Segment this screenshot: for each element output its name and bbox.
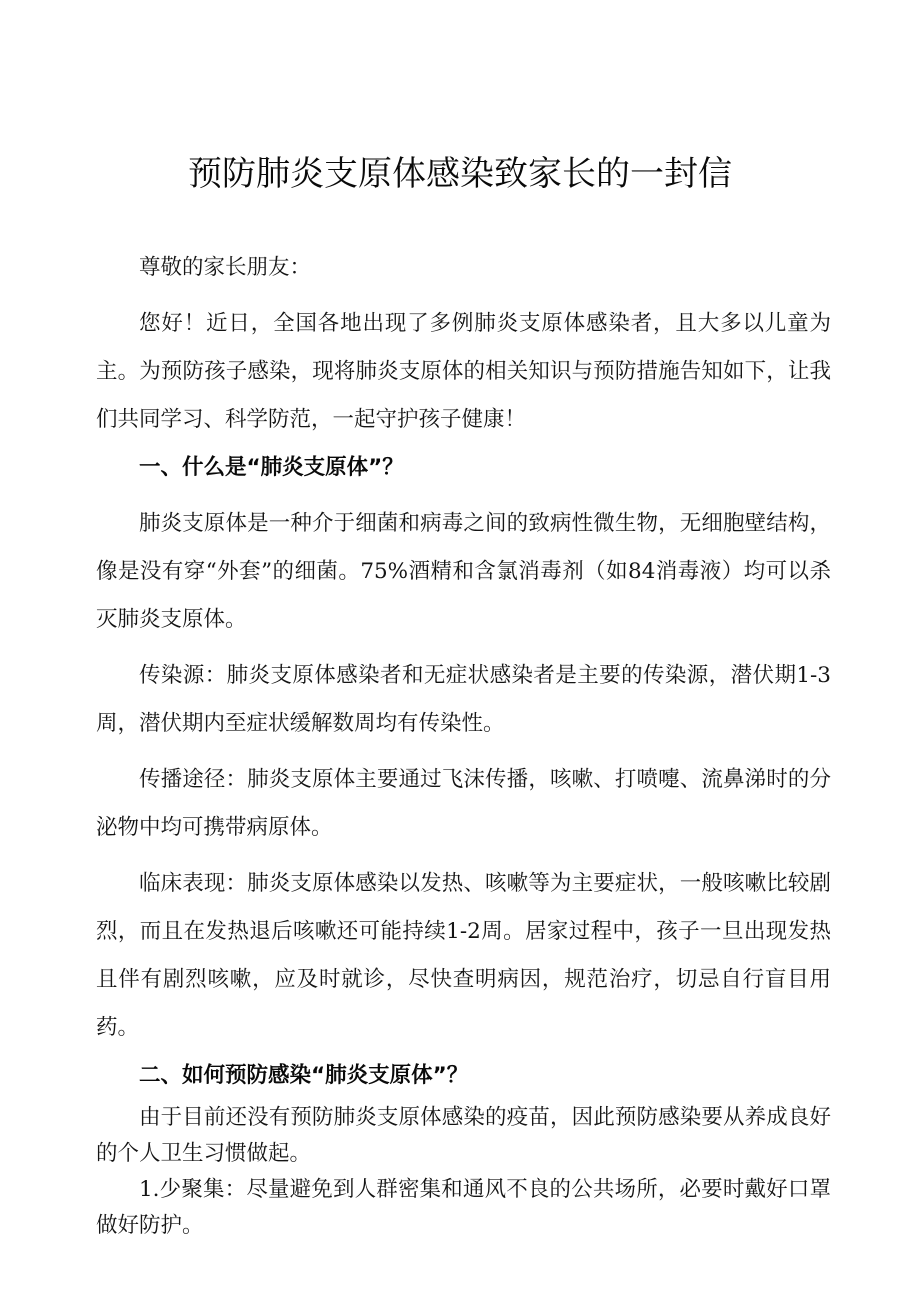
- section2-intro-paragraph: 由于目前还没有预防肺炎支原体感染的疫苗，因此预防感染要从养成良好的个人卫生习惯做起。: [96, 1105, 831, 1166]
- section1-heading: 一、什么是“肺炎支原体”？: [139, 455, 404, 480]
- section1-definition-paragraph: 肺炎支原体是一种介于细菌和病毒之间的致病性微生物，无细胞壁结构，像是没有穿“外套”的细菌。75%酒精和含氯消毒剂（如84消毒液）均可以杀灭肺炎支原体。: [96, 511, 831, 632]
- document-body: [96, 244, 831, 1244]
- section1-route-paragraph: 传播途径：肺炎支原体主要通过飞沫传播，咳嗽、打喷嚏、流鼻涕时的分泌物中均可携带病原体。: [96, 767, 831, 840]
- document-title: 预防肺炎支原体感染致家长的一封信: [188, 154, 732, 194]
- section2-item1-paragraph: 1.少聚集：尽量避免到人群密集和通风不良的公共场所，必要时戴好口罩做好防护。: [96, 1177, 831, 1238]
- salutation: 尊敬的家长朋友：: [139, 255, 312, 280]
- section1-clinical-paragraph: 临床表现：肺炎支原体感染以发热、咳嗽等为主要症状，一般咳嗽比较剧烈，而且在发热退后咳嗽还可能持续1-2周。居家过程中，孩子一旦出现发热且伴有剧烈咳嗽，应及时就诊，尽快查明病因，规范治疗，切忌自行盲目用药。: [96, 871, 831, 1040]
- intro-paragraph: 您好！近日，全国各地出现了多例肺炎支原体感染者，且大多以儿童为主。为预防孩子感染，现将肺炎支原体的相关知识与预防措施告知如下，让我们共同学习、科学防范，一起守护孩子健康！: [96, 311, 831, 432]
- section2-heading: 二、如何预防感染“肺炎支原体”？: [139, 1063, 469, 1088]
- section1-source-paragraph: 传染源：肺炎支原体感染者和无症状感染者是主要的传染源，潜伏期1-3周，潜伏期内至症状缓解数周均有传染性。: [96, 663, 831, 736]
